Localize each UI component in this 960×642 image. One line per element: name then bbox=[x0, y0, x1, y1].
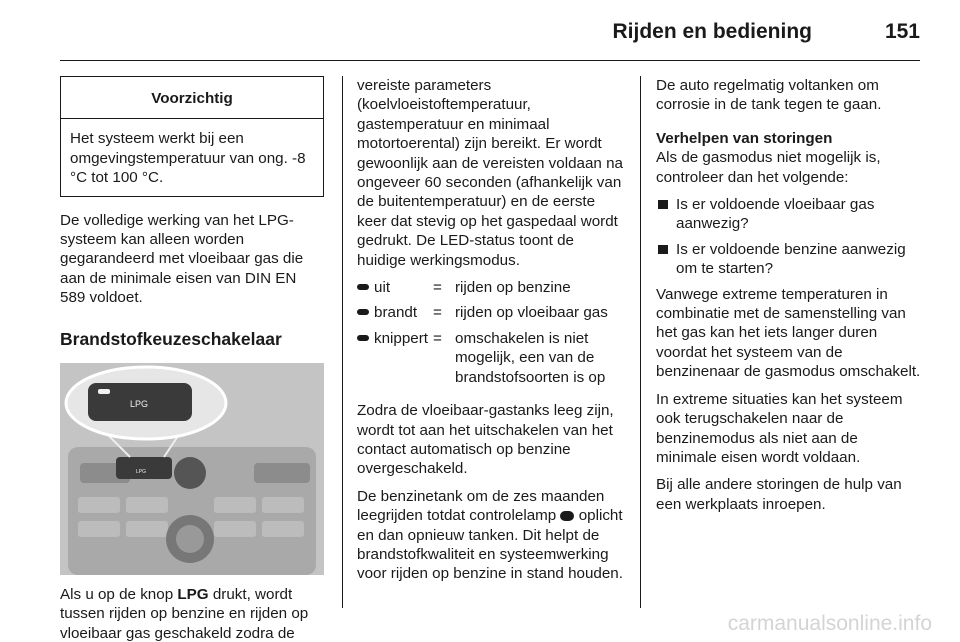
lpg-button-paragraph: Als u op de knop LPG drukt, wordt tussen rijden op benzine en rijden op vloeibaar gas geschakeld zodra de bbox=[60, 586, 309, 642]
auto-switch-paragraph: Zodra de vloeibaar-gastanks leeg zijn, wordt tot aan het uitschakelen van het contact automatisch op benzine overgeschakeld. bbox=[357, 402, 614, 478]
caution-title: Voorzichtig bbox=[151, 90, 233, 107]
page-header-title: Rijden en bediening bbox=[612, 20, 812, 43]
column-divider-1 bbox=[342, 76, 343, 608]
button-lpg-label: LPG bbox=[136, 469, 147, 476]
column-left bbox=[60, 76, 324, 642]
zoom-lpg-label: LPG bbox=[130, 399, 149, 410]
troubleshooting-intro: Als de gasmodus niet mogelijk is, controleer dan het volgende: bbox=[656, 149, 881, 186]
page-number: 151 bbox=[884, 20, 920, 43]
fuel-selector-photo bbox=[60, 363, 324, 575]
lpg-key-label: LPG bbox=[177, 586, 209, 604]
led-row: brandt = rijden op vloeibaar gas bbox=[357, 303, 625, 322]
list-item: Is er voldoende vloeibaar gas aanwezig? bbox=[656, 195, 922, 234]
led-indicator-icon bbox=[357, 309, 369, 315]
led-indicator-icon bbox=[357, 335, 369, 341]
fallback-paragraph: In extreme situaties kan het systeem ook terugschakelen naar de benzinemodus als niet aan de minimale eisen wordt voldaan. bbox=[656, 390, 903, 466]
bullet-square-icon bbox=[658, 245, 668, 254]
column-right bbox=[656, 76, 922, 522]
section-heading-troubleshooting: Verhelpen van storingen bbox=[656, 129, 833, 147]
led-row: knippert = omschakelen is niet mogelijk, een van de brandstofsoorten is op bbox=[357, 329, 625, 387]
workshop-paragraph: Bij alle andere storingen de hulp van een werkplaats inroepen. bbox=[656, 476, 902, 513]
corrosion-paragraph: De auto regelmatig voltanken om corrosie in de tank tegen te gaan. bbox=[656, 77, 882, 114]
control-lamp-icon bbox=[560, 511, 574, 521]
section-heading-fuel-selector: Brandstofkeuzeschakelaar bbox=[60, 328, 282, 349]
watermark: carmanualsonline.info bbox=[727, 612, 932, 635]
led-indicator-icon bbox=[357, 284, 369, 290]
column-middle bbox=[357, 76, 625, 592]
column-divider-2 bbox=[640, 76, 641, 608]
parameters-paragraph: vereiste parameters (koelvloeistoftemperatuur, gastemperatuur en minimaal motortoerental) zijn bereikt. Er wordt gewoonlijk aan de vereisten voldaan na ongeveer 60 seconden (afhankelijk van de buitentemperatuur) en de eerste keer dat stevig op het gaspedaal wordt gedrukt. De LED-status toont de huidige werkingsmodus. bbox=[357, 77, 623, 269]
led-row: uit = rijden op benzine bbox=[357, 278, 625, 297]
caution-box bbox=[60, 76, 324, 197]
lpg-requirements-paragraph: De volledige werking van het LPG-systeem kan alleen worden gegarandeerd met vloeibaar gas die aan de minimale eisen van DIN EN 589 voldoet. bbox=[60, 211, 304, 307]
header-divider bbox=[60, 60, 920, 61]
bullet-square-icon bbox=[658, 200, 668, 209]
caution-text: Het systeem werkt bij een omgevingstemperatuur van ong. -8 °C tot 100 °C. bbox=[70, 130, 306, 187]
petrol-tank-paragraph: De benzinetank om de zes maanden leegrijden totdat controlelamp oplicht en dan opnieuw tanken. Dit helpt de brandstofkwaliteit en systeemwerking voor rijden op benzine in stand houden. bbox=[357, 487, 623, 583]
list-item: Is er voldoende benzine aanwezig om te starten? bbox=[656, 240, 922, 279]
temperature-paragraph: Vanwege extreme temperaturen in combinatie met de samenstelling van het gas kan het iets langer duren voordat het systeem van de benzinenaar de gasmodus omschakelt. bbox=[656, 285, 921, 381]
